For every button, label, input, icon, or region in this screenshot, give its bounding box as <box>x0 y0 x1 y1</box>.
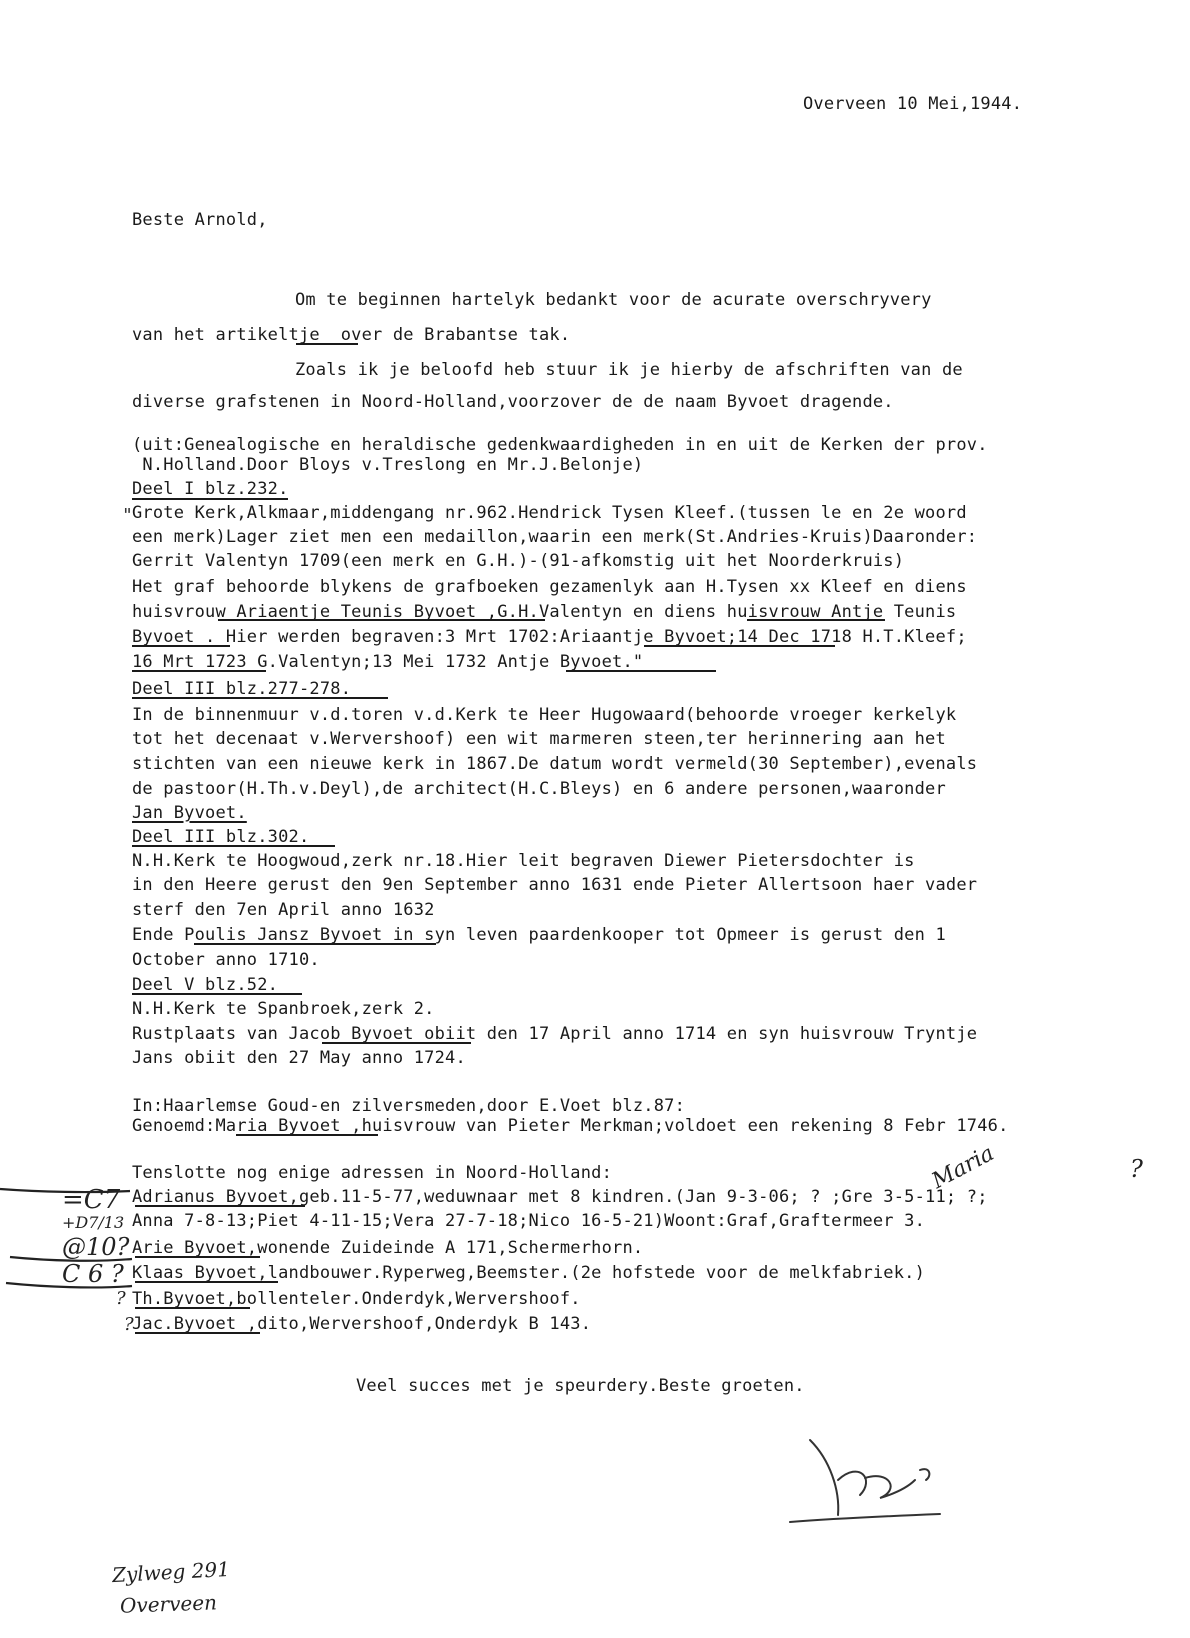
deel-1-line-2: een merk)Lager ziet men een medaillon,waarin een merk(St.Andries-Kruis)Daaronder: <box>132 527 978 547</box>
address-5: Th.Byvoet,bollenteler.Onderdyk,Wervershoof. <box>132 1289 581 1309</box>
deel-1-line-5: huisvrouw Ariaentje Teunis Byvoet ,G.H.Valentyn en diens huisvrouw Antje Teunis <box>132 602 957 622</box>
closing: Veel succes met je speurdery.Beste groeten. <box>356 1376 805 1396</box>
deel-3a-line-5: Jan Byvoet. <box>132 803 247 823</box>
deel-1-line-6: Byvoet . Hier werden begraven:3 Mrt 1702:Ariaantje Byvoet;14 Dec 1718 H.T.Kleef; <box>132 627 967 647</box>
deel-3a-line-4: de pastoor(H.Th.v.Deyl),de architect(H.C.Bleys) en 6 andere personen,waaronder <box>132 779 946 799</box>
handwritten-question-2: ? <box>116 1288 126 1309</box>
handwritten-d7-13: +D7/13 <box>62 1213 125 1232</box>
handwritten-signature <box>780 1420 980 1530</box>
deel-3b-line-2: in den Heere gerust den 9en September anno 1631 ende Pieter Allertsoon haer vader <box>132 875 978 895</box>
handwritten-question-1: ? <box>1130 1155 1143 1183</box>
intro-line-2: van het artikeltje over de Brabantse tak. <box>132 325 571 345</box>
deel-1-line-3: Gerrit Valentyn 1709(een merk en G.H.)-(91-afkomstig uit het Noorderkruis) <box>132 551 905 571</box>
address-2: Anna 7-8-13;Piet 4-11-15;Vera 27-7-18;Nico 16-5-21)Woont:Graf,Graftermeer 3. <box>132 1211 926 1231</box>
address-3: Arie Byvoet,wonende Zuideinde A 171,Schermerhorn. <box>132 1238 644 1258</box>
source-line-1: (uit:Genealogische en heraldische gedenkwaardigheden in en uit de Kerken der prov. <box>132 435 988 455</box>
addresses-intro: Tenslotte nog enige adressen in Noord-Holland: <box>132 1163 613 1183</box>
deel-1-heading: Deel I blz.232. <box>132 479 289 499</box>
deel-5-heading: Deel V blz.52. <box>132 975 279 995</box>
salutation: Beste Arnold, <box>132 210 268 230</box>
deel-1-line-4: Het graf behoorde blykens de grafboeken gezamenlyk aan H.Tysen xx Kleef en diens <box>132 577 967 597</box>
deel-3a-line-3: stichten van een nieuwe kerk in 1867.De datum wordt vermeld(30 September),evenals <box>132 754 978 774</box>
handwritten-question-3: ? <box>124 1314 134 1335</box>
intro-line-4: diverse grafstenen in Noord-Holland,voorzover de de naam Byvoet dragende. <box>132 392 894 412</box>
deel-5-line-2: Rustplaats van Jacob Byvoet obiit den 17 April anno 1714 en syn huisvrouw Tryntje <box>132 1024 978 1044</box>
handwritten-c6: C 6 ? <box>62 1260 124 1288</box>
deel-3a-line-1: In de binnenmuur v.d.toren v.d.Kerk te Heer Hugowaard(behoorde vroeger kerkelyk <box>132 705 957 725</box>
source-line-2: N.Holland.Door Bloys v.Treslong en Mr.J.Belonje) <box>132 455 644 475</box>
handwritten-maria: Maria <box>928 1140 999 1195</box>
deel-3b-heading: Deel III blz.302. <box>132 827 310 847</box>
haarlem-line-1: In:Haarlemse Goud-en zilversmeden,door E.Voet blz.87: <box>132 1096 686 1116</box>
deel-3b-line-5: October anno 1710. <box>132 950 320 970</box>
address-1: Adrianus Byvoet,geb.11-5-77,weduwnaar met 8 kindren.(Jan 9-3-06; ? ;Gre 3-5-11; ?; <box>132 1187 988 1207</box>
deel-5-line-1: N.H.Kerk te Spanbroek,zerk 2. <box>132 999 435 1019</box>
deel-3a-line-2: tot het decenaat v.Wervershoof) een wit marmeren steen,ter herinnering aan het <box>132 729 946 749</box>
quote-mark: " <box>122 505 133 526</box>
deel-3b-line-1: N.H.Kerk te Hoogwoud,zerk nr.18.Hier leit begraven Diewer Pietersdochter is <box>132 851 915 871</box>
intro-line-1: Om te beginnen hartelyk bedankt voor de acurate overschryvery <box>295 290 932 310</box>
deel-1-line-7: 16 Mrt 1723 G.Valentyn;13 Mei 1732 Antje Byvoet." <box>132 652 644 672</box>
handwritten-address-line-2: Overveen <box>119 1590 218 1618</box>
haarlem-line-2: Genoemd:Maria Byvoet ,huisvrouw van Pieter Merkman;voldoet een rekening 8 Febr 1746. <box>132 1116 1009 1136</box>
handwritten-c10: @10? <box>62 1233 130 1261</box>
deel-3b-line-3: sterf den 7en April anno 1632 <box>132 900 435 920</box>
address-6: Jac.Byvoet ,dito,Wervershoof,Onderdyk B 143. <box>132 1314 592 1334</box>
intro-line-3: Zoals ik je beloofd heb stuur ik je hierby de afschriften van de <box>295 360 963 380</box>
handwritten-c7: =C7 <box>62 1185 121 1215</box>
letter-date: Overveen 10 Mei,1944. <box>803 94 1023 114</box>
handwritten-address-line-1: Zylweg 291 <box>111 1556 231 1588</box>
deel-5-line-3: Jans obiit den 27 May anno 1724. <box>132 1048 466 1068</box>
deel-3b-line-4: Ende Poulis Jansz Byvoet in syn leven paardenkooper tot Opmeer is gerust den 1 <box>132 925 946 945</box>
deel-1-line-1: Grote Kerk,Alkmaar,middengang nr.962.Hendrick Tysen Kleef.(tussen le en 2e woord <box>132 503 967 523</box>
deel-3a-heading: Deel III blz.277-278. <box>132 679 352 699</box>
address-4: Klaas Byvoet,landbouwer.Ryperweg,Beemster.(2e hofstede voor de melkfabriek.) <box>132 1263 926 1283</box>
